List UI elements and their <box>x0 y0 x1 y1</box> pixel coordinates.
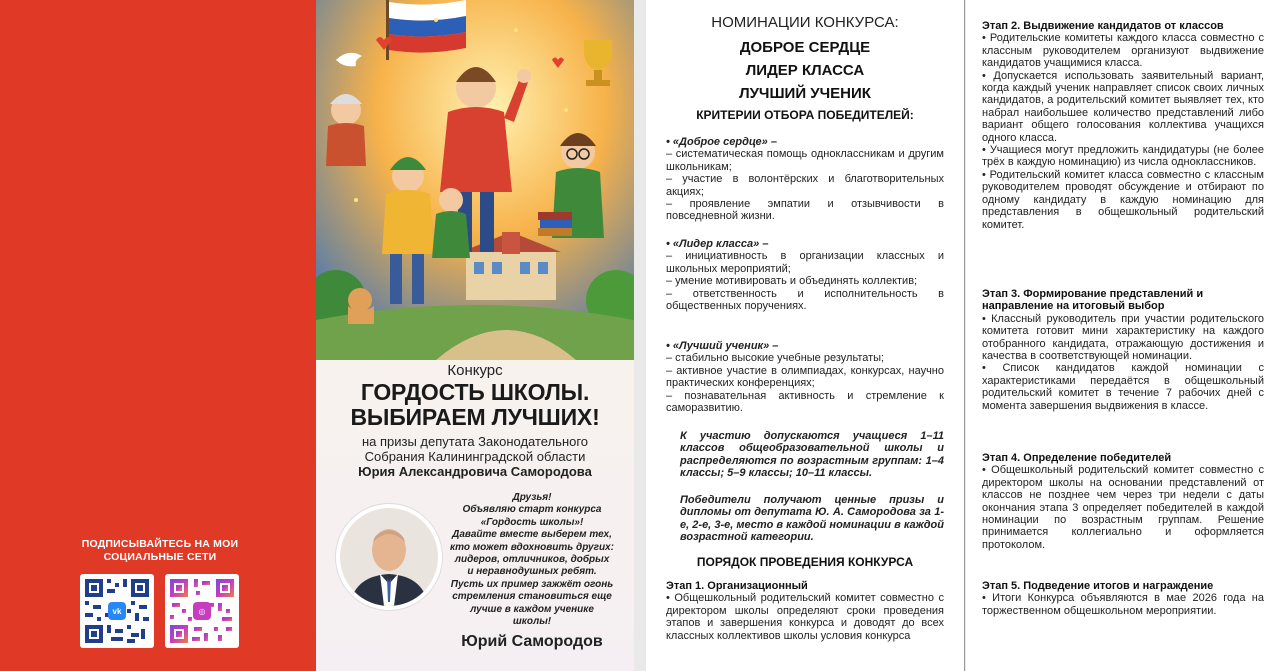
nomination-class-leader: ЛИДЕР КЛАССА <box>745 62 865 79</box>
page-divider <box>964 0 965 671</box>
stage4-block: Этап 4. Определение победителей • Общешкольный родительский комитет совместно с директором школы на основании представлений от классов не позднее чем через три недели с даты окончания этапа 3 определяет победителей в каждой номинации по возрастным группам. Решение принимается коллегиально и оформляется протоколом. <box>982 452 1264 551</box>
criteria-kind-heart: • «Доброе сердце» – – систематическая помощь одноклассникам и другим школьникам; – участие в волонтёрских и благотворительных акциях; – проявление эмпатии и отзывчивости в повседневной жизни. <box>666 136 944 223</box>
stage2-block: Этап 2. Выдвижение кандидатов от классов • Родительские комитеты каждого класса совместно с классным руководителем организуют выдвижение кандидатов учащимися класса. • Допускается использовать заявительный вариант, когда каждый ученик направляет список своих личных кандидатов, а родительский комитет выявляет тех, кто набрал наибольшее количество представлений либо вариант общего голосования коллектива учащихся одного класса. • Учащиеся могут предложить кандидатуры (не более трёх в каждую номинацию) из числа одноклассников. • Родительский комитет класса совместно с классным руководителем проводят обсуждение и отбирают по одному кандидату в каждую номинацию для представления в общешкольный родительский комитет. <box>982 20 1264 231</box>
stage1-title: Этап 1. Организационный <box>666 580 808 592</box>
winners-text: Победители получают ценные призы и дипломы от депутата Ю. А. Самородова за 1-е, 2-е, 3-е, место в каждой номинации в каждой возрастной категории. <box>680 494 944 544</box>
deputy-portrait <box>336 504 442 610</box>
stage5-block: Этап 5. Подведение итогов и награждение • Итоги Конкурса объявляются в мае 2026 года на торжественном общешкольном мероприятии. <box>982 580 1264 617</box>
criteria-heading: КРИТЕРИИ ОТБОРА ПОБЕДИТЕЛЕЙ: <box>696 108 914 122</box>
social-panel <box>0 0 316 671</box>
stage1-text: • Общешкольный родительский комитет совместно с директором школы определяют сроки проведения этапов и завершения конкурса и доводят до всех классных коллективов школы условия конкурса <box>666 592 944 642</box>
subscribe-caption: ПОДПИСЫВАЙТЕСЬ НА МОИ СОЦИАЛЬНЫЕ СЕТИ <box>81 538 239 563</box>
nominations-heading: НОМИНАЦИИ КОНКУРСА: <box>711 14 899 31</box>
admission-text: К участию допускаются учащиеся 1–11 классов общеобразовательной школы и распределяются по возрастным группам: 1–4 классы; 5–9 классы; 10–11 классы. <box>680 430 944 480</box>
criteria-best-student: • «Лучший ученик» – – стабильно высокие учебные результаты; – активное участие в олимпиадах, конкурсах, научно практических конференциях; – познавательная активность и стремление к саморазвитию. <box>666 340 944 415</box>
procedure-heading: ПОРЯДОК ПРОВЕДЕНИЯ КОНКУРСА <box>696 555 914 569</box>
rules-page-left <box>646 0 964 671</box>
nomination-kind-heart: ДОБРОЕ СЕРДЦЕ <box>739 39 871 56</box>
nomination-best-student: ЛУЧШИЙ УЧЕНИК <box>739 85 871 102</box>
stage3-block: Этап 3. Формирование представлений и направление на итоговый выбор • Классный руководитель при участии родительского комитета готовит мини характеристику на каждого отобранного кандидата, отражающую достижения и качества в соответствующей номинации. • Список кандидатов каждой номинации с характеристиками передаётся в общешкольный родительский комитет в течение 7 рабочих дней с момента завершения выдвижения в классе. <box>982 288 1264 412</box>
vk-qr-code[interactable] <box>80 574 154 648</box>
signature: Юрий Самородов <box>461 633 603 650</box>
greeting-message: Друзья! Объявляю старт конкурса «Гордость школы»! Давайте вместе выберем тех, кто может вдохновить других: лидеров, отличников, добрых и неравнодушных ребят. Пусть их пример зажжёт огонь стремления становиться еще лучше в каждом ученике школы! <box>450 492 614 628</box>
social-icon: ◎ <box>193 602 211 620</box>
contest-title: ГОРДОСТЬ ШКОЛЫ. ВЫБИРАЕМ ЛУЧШИХ! <box>350 379 600 430</box>
social-qr-code[interactable] <box>165 574 239 648</box>
criteria-class-leader: • «Лидер класса» – – инициативность в организации классных и школьных мероприятий; – умение мотивировать и объединять коллектив; – ответственность и исполнительность в общественных поручениях. <box>666 238 944 313</box>
prizes-caption: на призы депутата Законодательного Собрания Калининградской области Юрия Александровича Самородова <box>358 434 592 479</box>
contest-label: Конкурс <box>447 362 503 379</box>
schoolchildren-illustration <box>316 0 634 360</box>
contest-poster <box>316 0 634 671</box>
rules-page-right <box>966 0 1280 671</box>
vk-icon: vk <box>108 602 126 620</box>
